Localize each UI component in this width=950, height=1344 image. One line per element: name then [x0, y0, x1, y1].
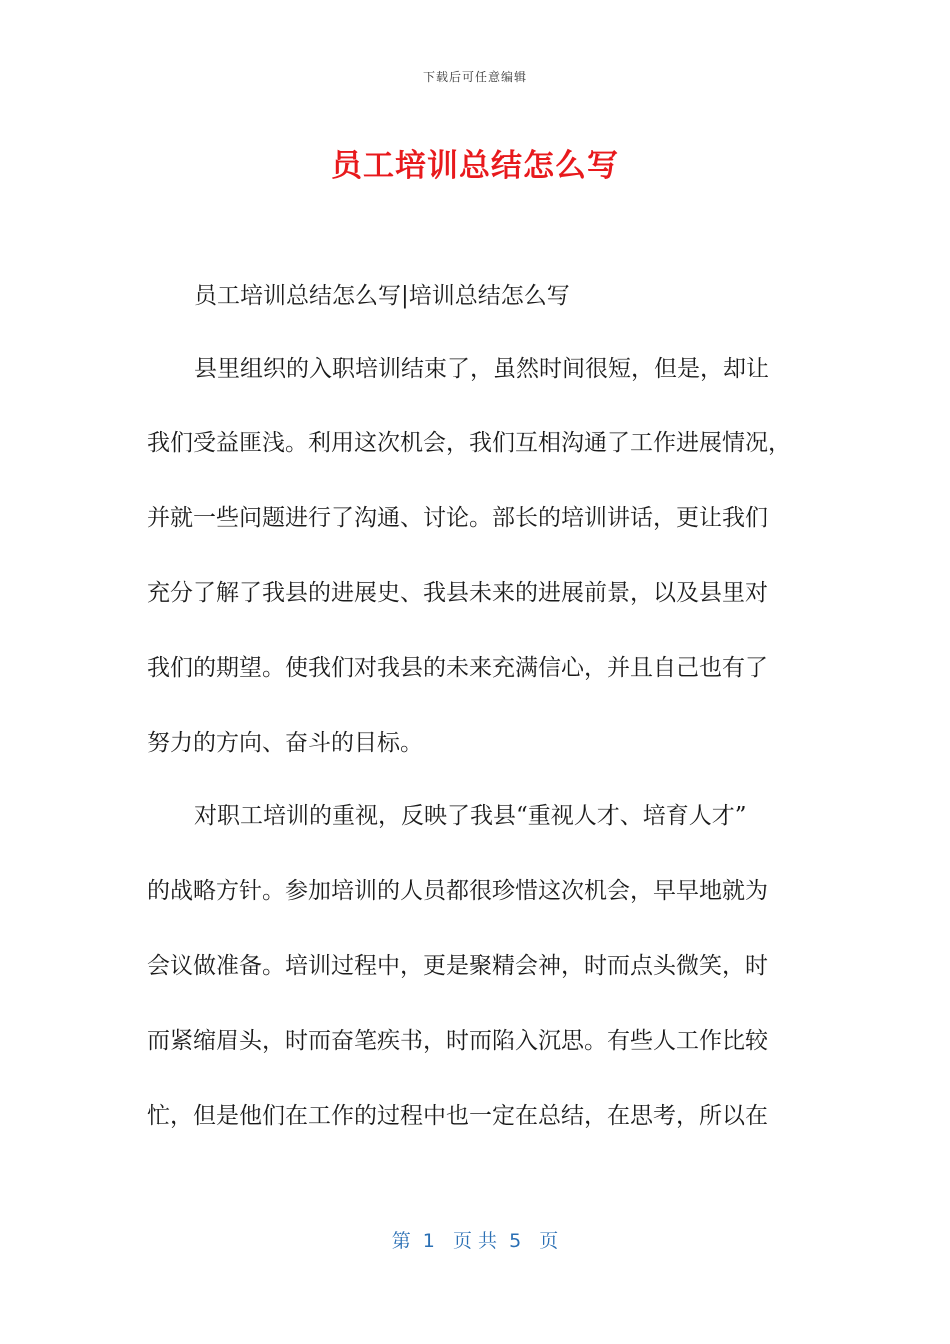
- page-number-footer: 第 1 页 共 5 页: [391, 1230, 559, 1252]
- body-line: 的战略方针。参加培训的人员都很珍惜这次机会，早早地就为: [147, 878, 768, 904]
- body-line: 对职工培训的重视，反映了我县“重视人才、培育人才”: [194, 803, 747, 829]
- body-line: 而紧缩眉头，时而奋笔疾书，时而陷入沉思。有些人工作比较: [147, 1028, 768, 1054]
- header-note: 下载后可任意编辑: [422, 70, 527, 84]
- body-line: 会议做准备。培训过程中，更是聚精会神，时而点头微笑，时: [147, 953, 768, 979]
- body-line: 努力的方向、奋斗的目标。: [147, 730, 423, 756]
- body-line: 并就一些问题进行了沟通、讨论。部长的培训讲话，更让我们: [147, 505, 768, 531]
- body-line: 我们受益匪浅。利用这次机会，我们互相沟通了工作进展情况，: [147, 430, 791, 456]
- subtitle-line: 员工培训总结怎么写|培训总结怎么写: [194, 283, 570, 309]
- body-line: 充分了解了我县的进展史、我县未来的进展前景，以及县里对: [147, 580, 768, 606]
- body-line: 忙，但是他们在工作的过程中也一定在总结，在思考，所以在: [147, 1103, 768, 1129]
- body-line: 县里组织的入职培训结束了，虽然时间很短，但是，却让: [194, 356, 769, 382]
- document-title: 员工培训总结怎么写: [331, 148, 619, 184]
- body-line: 我们的期望。使我们对我县的未来充满信心，并且自己也有了: [147, 655, 768, 681]
